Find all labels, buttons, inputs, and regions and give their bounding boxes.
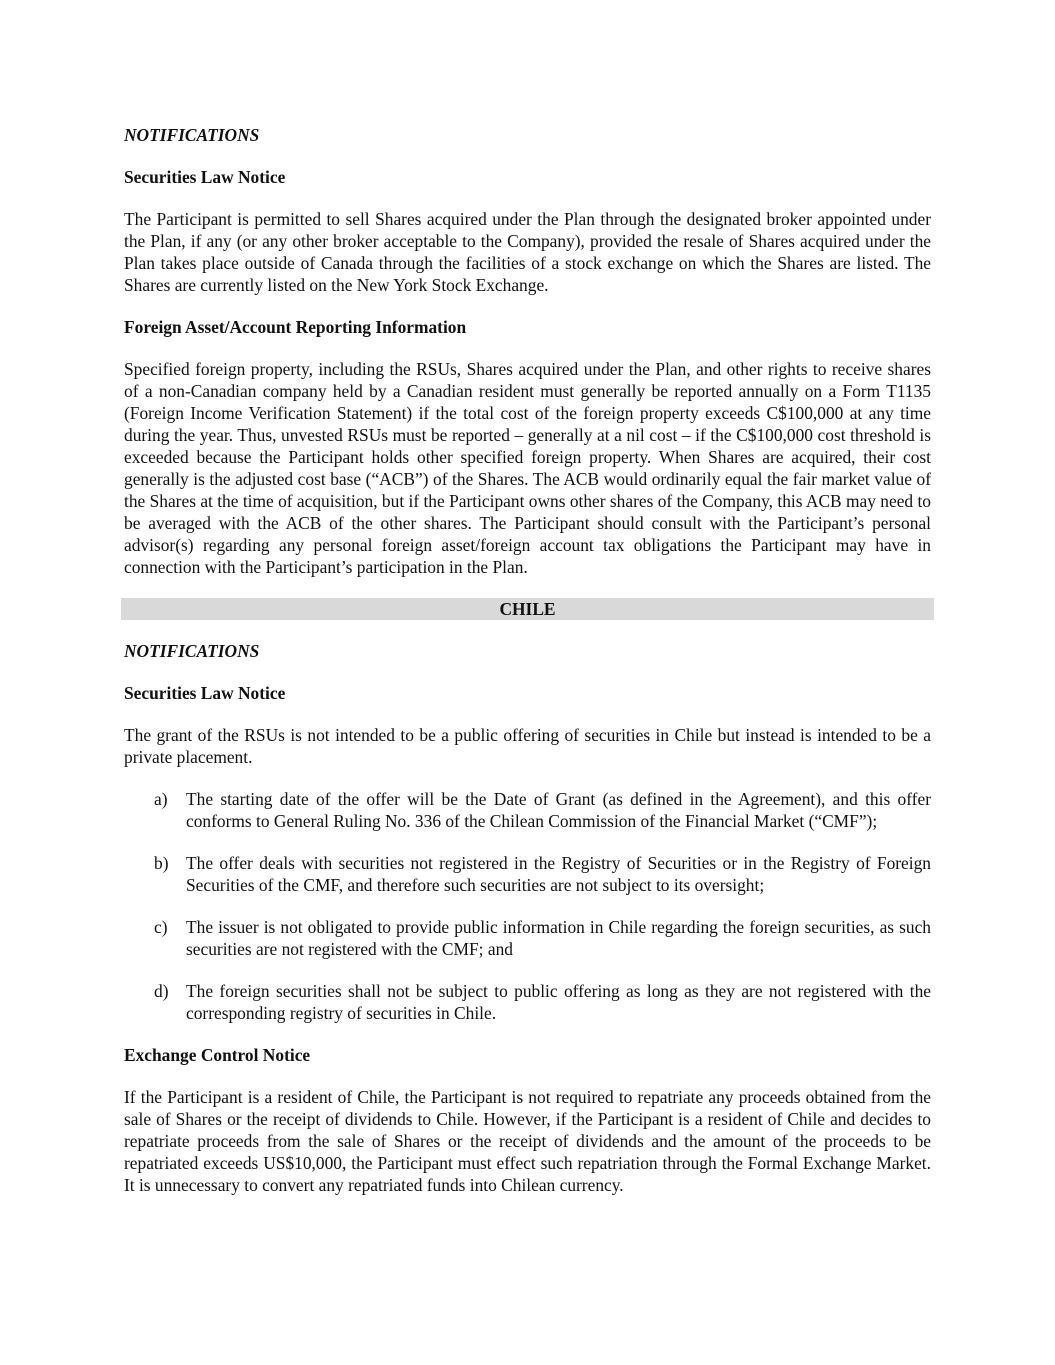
list-item [154,852,931,896]
list-item [154,980,931,1024]
list-item-text: The offer deals with securities not registered in the Registry of Securities or in the Registry of Foreign Securities of the CMF, and therefore such securities are not subject to its oversight; [186,853,931,895]
list-item [154,788,931,832]
chile-securities-law-notice-paragraph: The grant of the RSUs is not intended to be a public offering of securities in Chile but instead is intended to be a private placement. [124,725,931,767]
securities-law-notice-paragraph: The Participant is permitted to sell Shares acquired under the Plan through the designated broker appointed under the Plan, if any (or any other broker acceptable to the Company), provided the resale of Shares acquired under the Plan takes place outside of Canada through the facilities of a stock exchange on which the Shares are listed. The Shares are currently listed on the New York Stock Exchange. [124,209,931,295]
foreign-asset-reporting-heading: Foreign Asset/Account Reporting Information [124,317,467,337]
securities-conditions-list [154,788,931,1024]
chile-notifications-heading: NOTIFICATIONS [124,641,260,661]
list-item-text: The issuer is not obligated to provide public information in Chile regarding the foreign securities, as such securities are not registered with the CMF; and [186,917,931,959]
securities-law-notice-heading: Securities Law Notice [124,167,286,187]
chile-securities-law-notice-heading: Securities Law Notice [124,683,286,703]
notifications-heading: NOTIFICATIONS [124,125,260,145]
list-item-text: The foreign securities shall not be subject to public offering as long as they are not registered with the corresponding registry of securities in Chile. [186,981,931,1023]
document-page [124,124,931,1216]
list-item-text: The starting date of the offer will be the Date of Grant (as defined in the Agreement), and this offer conforms to General Ruling No. 336 of the Chilean Commission of the Financial Market (“CMF”); [186,789,931,831]
exchange-control-notice-heading: Exchange Control Notice [124,1045,311,1065]
country-section-bar: CHILE [121,598,934,620]
list-marker: a) [154,789,168,809]
list-marker: c) [154,917,168,937]
list-marker: d) [154,981,169,1001]
list-marker: b) [154,853,169,873]
foreign-asset-reporting-paragraph: Specified foreign property, including the RSUs, Shares acquired under the Plan, and other rights to receive shares of a non-Canadian company held by a Canadian resident must generally be reported annually on a Form T1135 (Foreign Income Verification Statement) if the total cost of the foreign property exceeds C$100,000 at any time during the year. Thus, unvested RSUs must be reported – generally at a nil cost – if the C$100,000 cost threshold is exceeded because the Participant holds other specified foreign property. When Shares are acquired, their cost generally is the adjusted cost base (“ACB”) of the Shares. The ACB would ordinarily equal the fair market value of the Shares at the time of acquisition, but if the Participant owns other shares of the Company, this ACB may need to be averaged with the ACB of the other shares. The Participant should consult with the Participant’s personal advisor(s) regarding any personal foreign asset/foreign account tax obligations the Participant may have in connection with the Participant’s participation in the Plan. [124,359,931,577]
list-item [154,916,931,960]
exchange-control-notice-paragraph: If the Participant is a resident of Chile, the Participant is not required to repatriate any proceeds obtained from the sale of Shares or the receipt of dividends to Chile. However, if the Participant is a resident of Chile and decides to repatriate proceeds from the sale of Shares or the receipt of dividends and the amount of the proceeds to be repatriated exceeds US$10,000, the Participant must effect such repatriation through the Formal Exchange Market. It is unnecessary to convert any repatriated funds into Chilean currency. [124,1087,931,1195]
